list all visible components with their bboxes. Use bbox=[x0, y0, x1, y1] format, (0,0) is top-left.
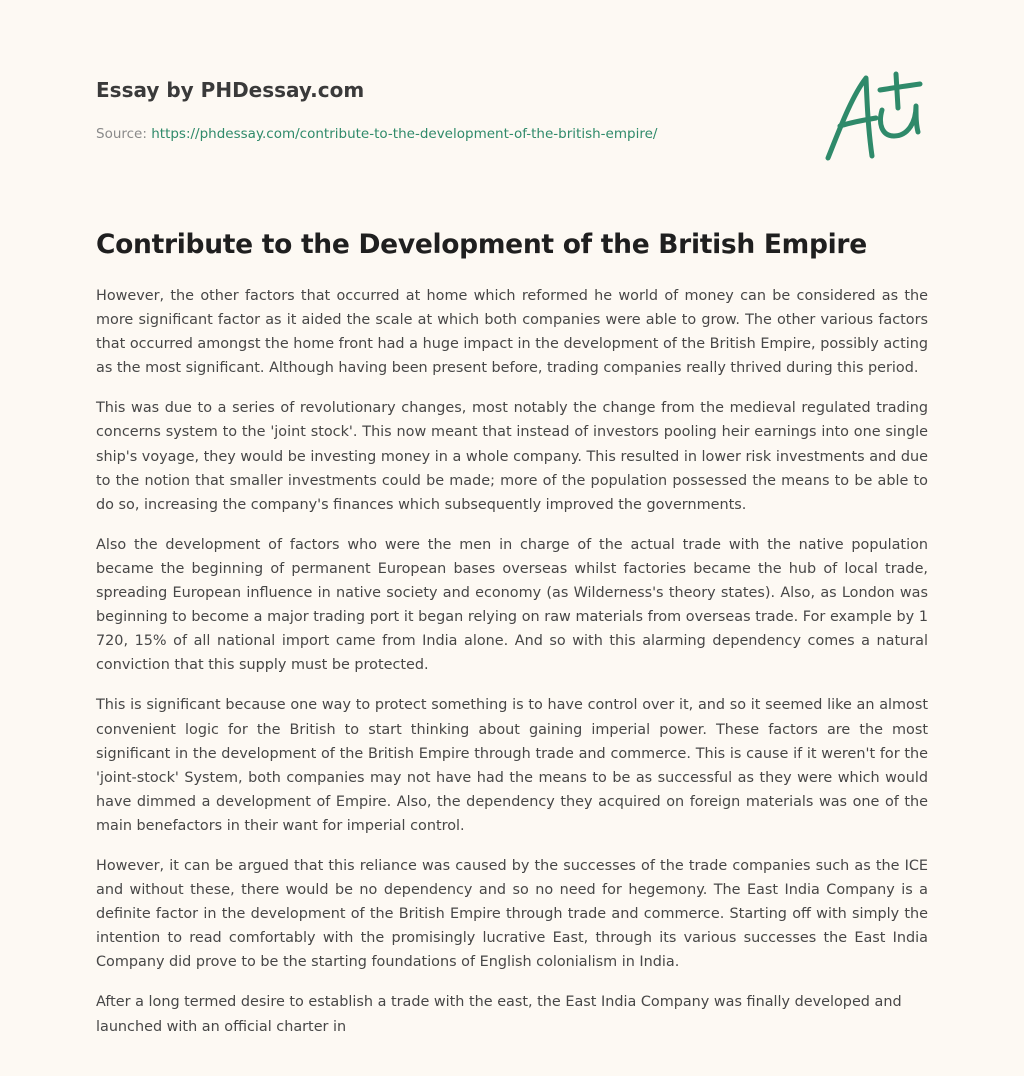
site-brand: Essay by PHDessay.com bbox=[96, 78, 365, 102]
essay-paragraph: This was due to a series of revolutionary changes, most notably the change from the medieval regulated trading concerns system to the 'joint stock'. This now meant that instead of investors pooling heir earnings into one single ship's voyage, they would be investing money in a whole company. This resulted in lower risk investments and due to the notion that smaller investments could be made; more of the population possessed the means to be able to do so, increasing the company's finances which subsequently improved the governments. bbox=[96, 400, 928, 513]
essay-paragraph: However, it can be argued that this reliance was caused by the successes of the trade companies such as the ICE and without these, there would be no dependency and so no need for hegemony. The East India Company is a definite factor in the development of the British Empire through trade and commerce. Starting off with simply the intention to read comfortably with the promisingly lucrative East, through its various successes the East India Company did prove to be the starting foundations of English colonialism in India. bbox=[96, 857, 928, 971]
source-link[interactable]: https://phdessay.com/contribute-to-the-development-of-the-british-empire/ bbox=[151, 126, 658, 142]
a-plus-grade-icon bbox=[818, 66, 930, 166]
source-line bbox=[96, 124, 796, 144]
essay-paragraph: However, the other factors that occurred at home which reformed he world of money can be considered as the more significant factor as it aided the scale at which both companies were able to grow. The other various factors that occurred amongst the home front had a huge impact in the development of the British Empire, possibly acting as the most significant. Although having been present before, trading companies really thrived during this period. bbox=[96, 288, 928, 377]
essay-paragraph: Also the development of factors who were the men in charge of the actual trade with the native population became the beginning of permanent European bases overseas whilst factories became the hub of local trade, spreading European influence in native society and economy (as Wilderness's theory states). Also, as London was beginning to become a major trading port it began relying on raw materials from overseas trade. For example by 1 720, 15% of all national import came from India alone. And so with this alarming dependency comes a natural conviction that this supply must be protected. bbox=[96, 536, 928, 674]
essay-paragraph: This is significant because one way to protect something is to have control over it, and so it seemed like an almost convenient logic for the British to start thinking about gaining imperial power. These factors are the most significant in the development of the British Empire through trade and commerce. This is cause if it weren't for the 'joint-stock' System, both companies may not have had the means to be as successful as they were which would have dimmed a development of Empire. Also, the dependency they acquired on foreign materials was one of the main benefactors in their want for imperial control. bbox=[96, 697, 928, 834]
essay-title: Contribute to the Development of the British Empire bbox=[96, 229, 867, 260]
essay-header bbox=[96, 76, 736, 142]
essay-paragraph: After a long termed desire to establish a trade with the east, the East India Company was finally developed and launched with an official charter in bbox=[96, 994, 902, 1035]
source-label: Source: bbox=[96, 126, 152, 142]
essay-body bbox=[96, 284, 928, 1055]
